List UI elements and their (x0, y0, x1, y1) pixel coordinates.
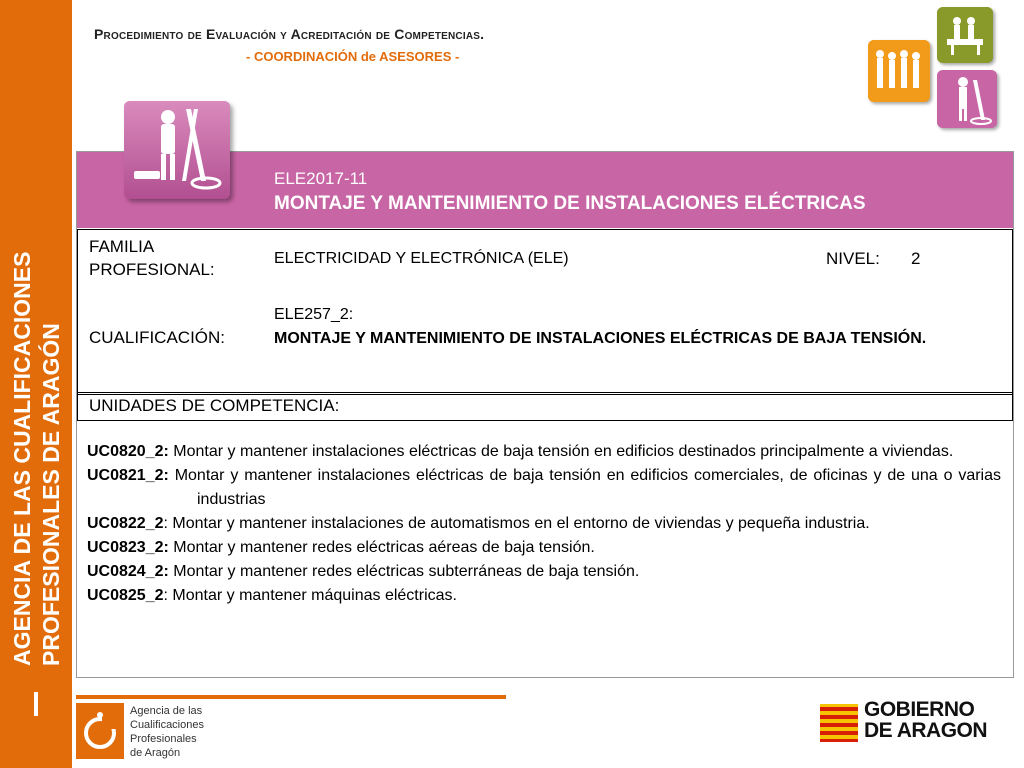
sidebar-line-2: PROFESIONALES DE ARAGÓN (38, 323, 64, 666)
agency-name-line1: Agencia de las (130, 705, 203, 717)
list-item (87, 584, 1001, 608)
agency-logo-icon (76, 703, 124, 759)
cualificacion-label: CUALIFICACIÓN: (89, 328, 226, 347)
list-item (87, 440, 1001, 464)
unit-code: UC0820_2: (87, 443, 169, 460)
list-item (87, 512, 1001, 536)
agency-name-line3: Profesionales (130, 733, 197, 745)
unit-code: UC0825_2 (87, 587, 164, 604)
qualification-title: MONTAJE Y MANTENIMIENTO DE INSTALACIONES ELÉCTRICAS (274, 193, 866, 214)
familia-label-line1: FAMILIA (89, 237, 155, 256)
unit-code: UC0824_2: (87, 563, 169, 580)
cualificacion-code: ELE257_2: (274, 306, 354, 323)
sidebar (0, 0, 72, 768)
unit-code: UC0823_2: (87, 539, 169, 556)
agency-name-line4: de Aragón (130, 747, 181, 759)
unit-text: Montar y mantener instalaciones eléctricas de baja tensión en edificios comerciales, de oficinas y de una o varias industrias (174, 467, 1002, 508)
government-logo-text (864, 699, 987, 741)
unit-code: UC0822_2 (87, 515, 164, 532)
list-item (87, 464, 1001, 512)
agency-name (130, 704, 204, 760)
list-item (87, 536, 1001, 560)
list-item (87, 560, 1001, 584)
gov-line2: DE ARAGON (864, 719, 988, 742)
aragon-flag-icon (820, 704, 858, 742)
unit-text: : Montar y mantener instalaciones de automatismos en el entorno de viviendas y pequeña industria. (163, 515, 870, 532)
qualification-info (77, 229, 1013, 395)
electrician-small-icon (937, 70, 997, 128)
nivel-label: NIVEL: (826, 249, 880, 268)
page-subtitle: - COORDINACIÓN de ASESORES - (246, 49, 460, 64)
unit-text: Montar y mantener redes eléctricas subterráneas de baja tensión. (173, 563, 640, 580)
qualification-code: ELE2017-11 (274, 169, 368, 188)
unit-text: Montar y mantener instalaciones eléctricas de baja tensión en edificios destinados principalmente a viviendas. (173, 443, 954, 460)
units-list (87, 440, 1001, 608)
sidebar-divider (34, 692, 38, 716)
nivel-value: 2 (911, 249, 921, 268)
electrician-worker-icon (124, 101, 230, 199)
units-header (77, 392, 1013, 421)
people-crowd-icon (868, 40, 930, 102)
footer-divider (76, 695, 506, 699)
units-header-label: UNIDADES DE COMPETENCIA: (89, 396, 340, 415)
page-title: Procedimiento de Evaluación y Acreditación de Competencias. (94, 26, 485, 42)
sidebar-title (4, 0, 70, 712)
familia-value: ELECTRICIDAD Y ELECTRÓNICA (ELE) (274, 250, 569, 267)
cualificacion-value: MONTAJE Y MANTENIMIENTO DE INSTALACIONES ELÉCTRICAS DE BAJA TENSIÓN. (274, 330, 927, 347)
familia-label (89, 235, 215, 281)
unit-text: Montar y mantener redes eléctricas aéreas de baja tensión. (173, 539, 595, 556)
workers-group-icon (937, 7, 993, 63)
sidebar-line-1: AGENCIA DE LAS CUALIFICACIONES (9, 251, 35, 666)
unit-code: UC0821_2: (87, 467, 169, 484)
unit-text: : Montar y mantener máquinas eléctricas. (163, 587, 457, 604)
agency-name-line2: Cualificaciones (130, 719, 204, 731)
familia-label-line2: PROFESIONAL: (89, 260, 215, 279)
gov-line1: GOBIERNO (864, 698, 975, 721)
